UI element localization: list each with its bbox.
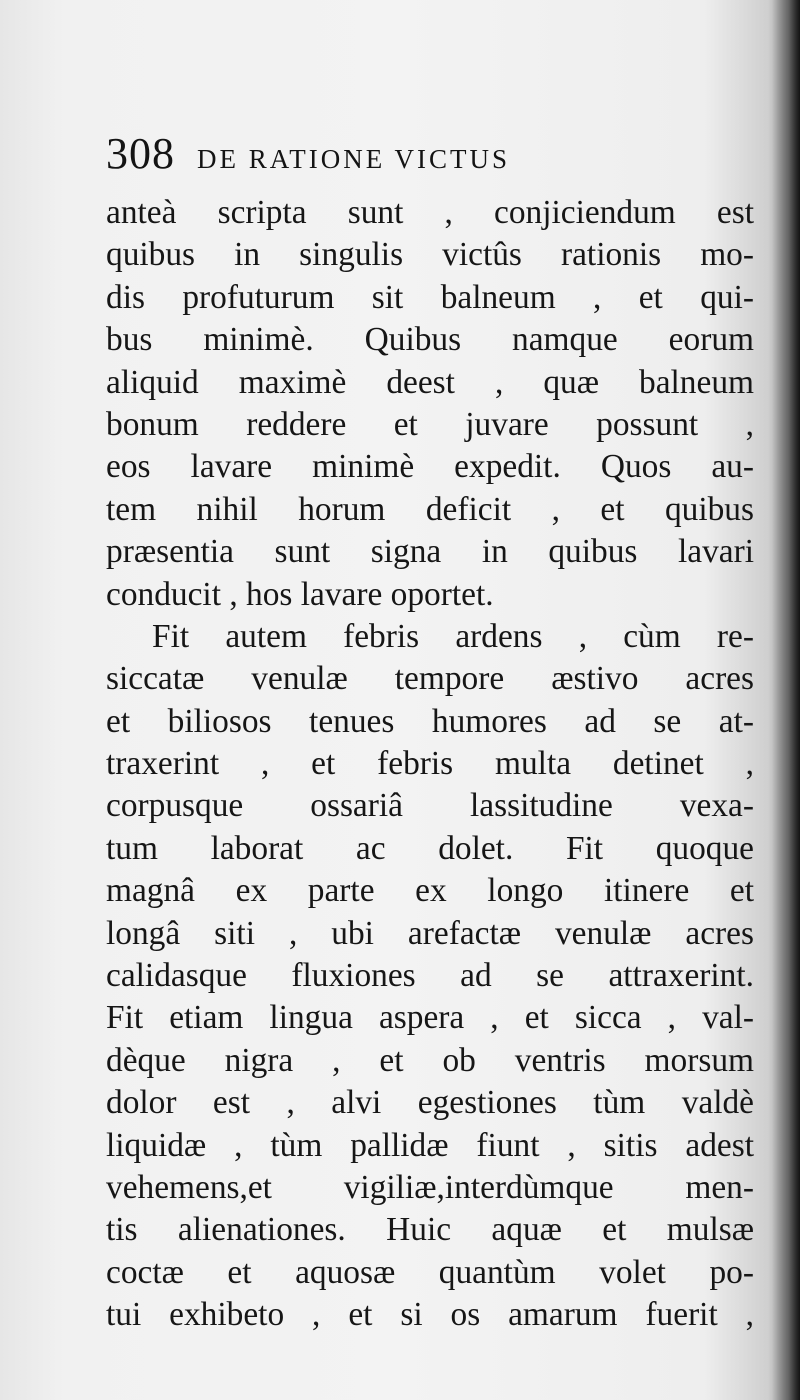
text-line: bonum reddere et juvare possunt , [106, 405, 754, 443]
text-line: Fit autem febris ardens , cùm re- [152, 617, 754, 655]
text-line: Fit etiam lingua aspera , et sicca , val- [106, 999, 754, 1037]
text-line: tum laborat ac dolet. Fit quoque [106, 829, 754, 867]
text-line: aliquid maximè deest , quæ balneum [106, 363, 754, 401]
text-line: coctæ et aquosæ quantùm volet po- [106, 1253, 754, 1291]
text-line: corpusque ossariâ lassitudine vexa- [106, 787, 754, 825]
text-line: dis profuturum sit balneum , et qui- [106, 278, 754, 316]
page-number: 308 [106, 129, 175, 178]
text-line: liquidæ , tùm pallidæ fiunt , sitis adest [106, 1126, 754, 1164]
text-line: anteà scripta sunt , conjiciendum est [106, 194, 754, 231]
text-line: tis alienationes. Huic aquæ et mulsæ [106, 1211, 754, 1249]
text-line: traxerint , et febris multa detinet , [106, 745, 754, 783]
text-line: dèque nigra , et ob ventris morsum [106, 1041, 754, 1079]
text-line: calidasque fluxiones ad se attraxerint. [106, 957, 754, 995]
text-line: et biliosos tenues humores ad se at- [106, 702, 754, 740]
text-line: præsentia sunt signa in quibus lavari [106, 533, 754, 571]
text-line: tem nihil horum deficit , et quibus [106, 490, 754, 528]
page-header [106, 128, 756, 178]
running-head: DE RATIONE VICTUS [197, 144, 510, 174]
text-line: siccatæ venulæ tempore æstivo acres [106, 660, 754, 698]
text-line: dolor est , alvi egestiones tùm valdè [106, 1084, 754, 1122]
body-text [106, 192, 754, 1337]
text-line: longâ siti , ubi arefactæ venulæ acres [106, 914, 754, 952]
text-line: tui exhibeto , et si os amarum fuerit , [106, 1296, 754, 1334]
page-edge-shadow [772, 0, 800, 1400]
text-line: bus minimè. Quibus namque eorum [106, 321, 754, 359]
text-line: quibus in singulis victûs rationis mo- [106, 236, 754, 274]
text-line: magnâ ex parte ex longo itinere et [106, 872, 754, 910]
text-line: conducit , hos lavare oportet. [106, 575, 494, 613]
text-line: vehemens,et vigiliæ,interdùmque men- [106, 1168, 754, 1206]
text-line: eos lavare minimè expedit. Quos au- [106, 448, 754, 486]
